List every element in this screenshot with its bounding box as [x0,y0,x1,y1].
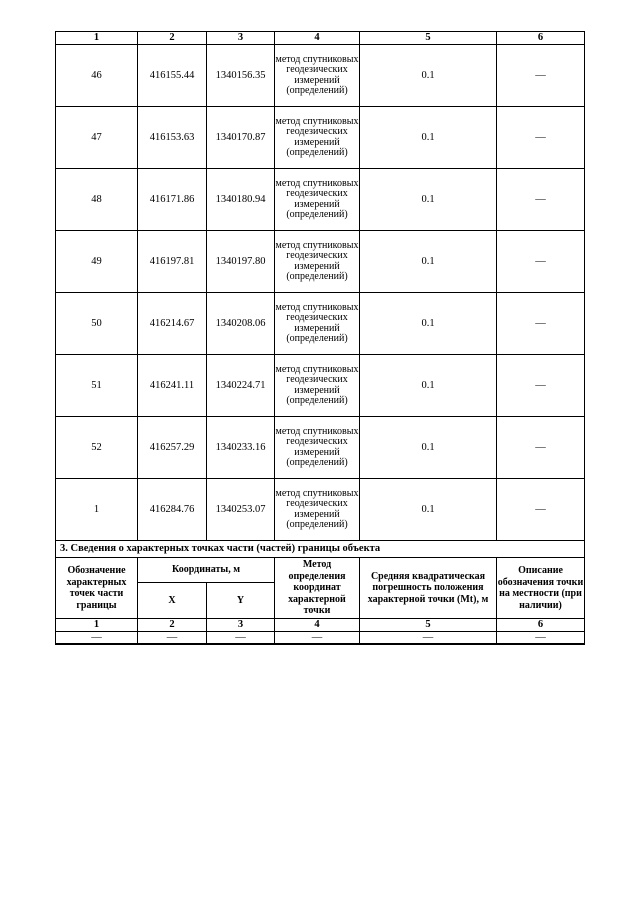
point-number-cell: 52 [56,417,138,479]
column-number: 2 [138,619,207,632]
empty-cell: — [207,631,275,644]
section-title: 3. Сведения о характерных точках части (частей) границы объекта [56,541,585,558]
coordinate-x-cell: 416257.29 [138,417,207,479]
description-cell: — [497,355,585,417]
coordinate-y-cell: 1340170.87 [207,107,275,169]
table-row [56,479,585,541]
error-cell: 0.1 [360,45,497,107]
method-cell: метод спутниковых геодезических измерений (определений) [275,45,360,107]
column-number: 4 [275,619,360,632]
column-number: 6 [497,32,585,45]
empty-cell: — [360,631,497,644]
error-cell: 0.1 [360,355,497,417]
coordinate-x-cell: 416241.11 [138,355,207,417]
error-cell: 0.1 [360,293,497,355]
method-cell: метод спутниковых геодезических измерений (определений) [275,417,360,479]
coordinate-x-cell: 416171.86 [138,169,207,231]
description-cell: — [497,169,585,231]
header-designation: Обозначение характерных точек части границы [56,558,138,619]
error-cell: 0.1 [360,479,497,541]
section-3-column-number-row [56,619,585,632]
table-row [56,107,585,169]
section-3-title-row [56,541,585,558]
error-cell: 0.1 [360,107,497,169]
column-number: 6 [497,619,585,632]
column-number: 3 [207,32,275,45]
column-number: 1 [56,619,138,632]
method-cell: метод спутниковых геодезических измерений (определений) [275,355,360,417]
coordinate-y-cell: 1340233.16 [207,417,275,479]
table-row [56,417,585,479]
coordinate-x-cell: 416197.81 [138,231,207,293]
coordinate-y-cell: 1340208.06 [207,293,275,355]
table-row [56,355,585,417]
header-error: Средняя квадратическая погрешность положения характерной точки (Mt), м [360,558,497,619]
section-3-empty-row [56,631,585,644]
empty-cell: — [138,631,207,644]
header-x: X [138,583,207,619]
column-number: 5 [360,32,497,45]
header-coordinates: Координаты, м [138,558,275,583]
table-row [56,45,585,107]
coordinate-y-cell: 1340156.35 [207,45,275,107]
method-cell: метод спутниковых геодезических измерений (определений) [275,479,360,541]
empty-cell: — [56,631,138,644]
description-cell: — [497,479,585,541]
point-number-cell: 49 [56,231,138,293]
column-number: 2 [138,32,207,45]
table-row [56,231,585,293]
coordinate-y-cell: 1340197.80 [207,231,275,293]
point-number-cell: 1 [56,479,138,541]
header-method: Метод определения координат характерной точки [275,558,360,619]
method-cell: метод спутниковых геодезических измерений (определений) [275,231,360,293]
column-number: 3 [207,619,275,632]
method-cell: метод спутниковых геодезических измерений (определений) [275,107,360,169]
description-cell: — [497,107,585,169]
coordinate-x-cell: 416155.44 [138,45,207,107]
method-cell: метод спутниковых геодезических измерений (определений) [275,169,360,231]
point-number-cell: 48 [56,169,138,231]
document-sheet [55,31,584,645]
coordinates-table [55,31,585,645]
description-cell: — [497,417,585,479]
description-cell: — [497,293,585,355]
point-number-cell: 50 [56,293,138,355]
coordinate-x-cell: 416153.63 [138,107,207,169]
coordinate-y-cell: 1340180.94 [207,169,275,231]
coordinate-x-cell: 416214.67 [138,293,207,355]
coordinate-y-cell: 1340224.71 [207,355,275,417]
point-number-cell: 46 [56,45,138,107]
column-number-row [56,32,585,45]
column-number: 5 [360,619,497,632]
coordinate-y-cell: 1340253.07 [207,479,275,541]
table-row [56,169,585,231]
header-description: Описание обозначения точки на местности (при наличии) [497,558,585,619]
error-cell: 0.1 [360,169,497,231]
error-cell: 0.1 [360,231,497,293]
error-cell: 0.1 [360,417,497,479]
description-cell: — [497,45,585,107]
column-number: 4 [275,32,360,45]
section-3-header-row [56,558,585,583]
column-number: 1 [56,32,138,45]
empty-cell: — [275,631,360,644]
point-number-cell: 51 [56,355,138,417]
empty-cell: — [497,631,585,644]
point-number-cell: 47 [56,107,138,169]
header-y: Y [207,583,275,619]
coordinate-x-cell: 416284.76 [138,479,207,541]
description-cell: — [497,231,585,293]
method-cell: метод спутниковых геодезических измерений (определений) [275,293,360,355]
table-row [56,293,585,355]
